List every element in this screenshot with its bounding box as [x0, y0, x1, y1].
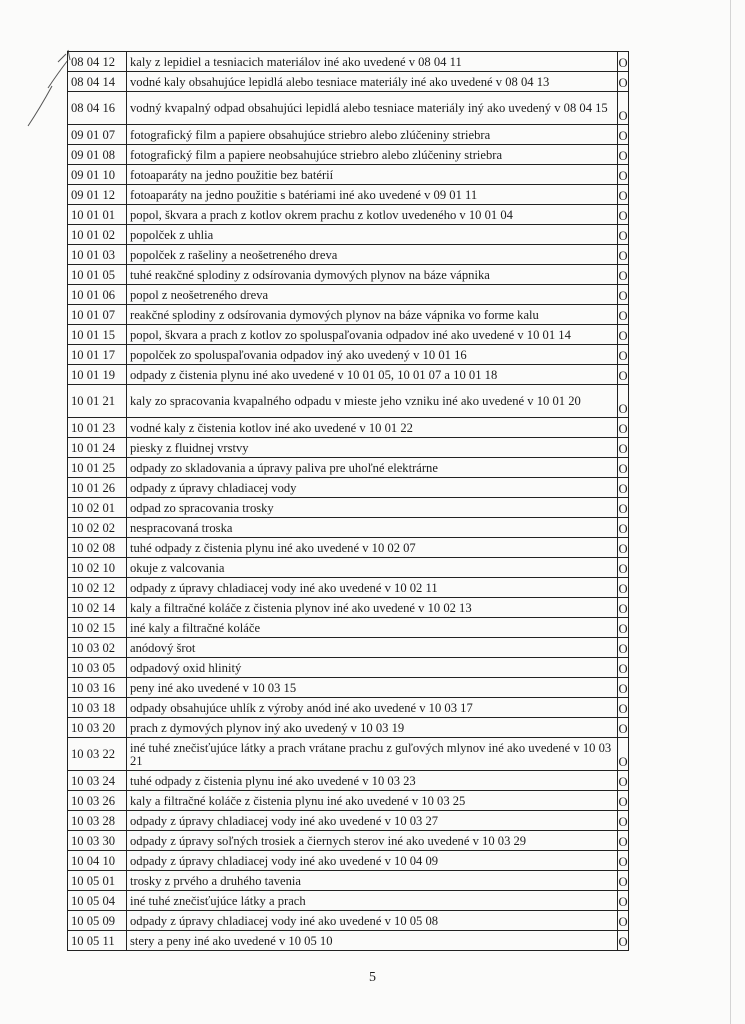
- table-row: [68, 245, 629, 265]
- waste-category-cell: O: [618, 345, 629, 365]
- table-row: [68, 385, 629, 418]
- waste-description-cell: reakčné splodiny z odsírovania dymových plynov na báze vápnika vo forme kalu: [127, 305, 618, 325]
- waste-category-cell: O: [618, 811, 629, 831]
- waste-category-cell: O: [618, 831, 629, 851]
- table-row: [68, 478, 629, 498]
- waste-category-cell: O: [618, 205, 629, 225]
- waste-code-cell: 10 01 25: [68, 458, 127, 478]
- waste-code-cell: 09 01 12: [68, 185, 127, 205]
- waste-code-cell: 10 05 01: [68, 871, 127, 891]
- scan-page-edge: [730, 0, 731, 1024]
- table-row: [68, 771, 629, 791]
- waste-category-cell: O: [618, 911, 629, 931]
- waste-description-cell: popol z neošetreného dreva: [127, 285, 618, 305]
- waste-category-cell: O: [618, 165, 629, 185]
- waste-category-cell: O: [618, 145, 629, 165]
- waste-code-cell: 10 02 01: [68, 498, 127, 518]
- table-row: [68, 498, 629, 518]
- waste-code-cell: 08 04 16: [68, 92, 127, 125]
- table-row: [68, 871, 629, 891]
- waste-code-cell: 10 01 15: [68, 325, 127, 345]
- waste-code-cell: 10 01 23: [68, 418, 127, 438]
- waste-code-cell: 08 04 12: [68, 52, 127, 72]
- waste-description-cell: iné tuhé znečisťujúce látky a prach vrátane prachu z guľových mlynov iné ako uvedené v 10 03 21: [127, 738, 618, 771]
- waste-code-cell: 09 01 10: [68, 165, 127, 185]
- waste-description-cell: popolček z uhlia: [127, 225, 618, 245]
- waste-category-cell: O: [618, 125, 629, 145]
- waste-description-cell: iné tuhé znečisťujúce látky a prach: [127, 891, 618, 911]
- waste-description-cell: popolček z rašeliny a neošetreného dreva: [127, 245, 618, 265]
- waste-code-cell: 10 03 28: [68, 811, 127, 831]
- table-row: [68, 165, 629, 185]
- table-row: [68, 791, 629, 811]
- waste-category-cell: O: [618, 245, 629, 265]
- waste-category-cell: O: [618, 598, 629, 618]
- waste-category-cell: O: [618, 225, 629, 245]
- waste-code-cell: 10 05 11: [68, 931, 127, 951]
- waste-category-cell: O: [618, 285, 629, 305]
- waste-code-cell: 10 01 21: [68, 385, 127, 418]
- table-row: [68, 831, 629, 851]
- waste-category-cell: O: [618, 718, 629, 738]
- table-row: [68, 718, 629, 738]
- waste-category-cell: O: [618, 265, 629, 285]
- table-row: [68, 345, 629, 365]
- waste-category-cell: O: [618, 791, 629, 811]
- table-row: [68, 851, 629, 871]
- waste-code-cell: 10 02 15: [68, 618, 127, 638]
- table-row: [68, 931, 629, 951]
- waste-category-cell: O: [618, 578, 629, 598]
- waste-code-cell: 10 03 30: [68, 831, 127, 851]
- waste-code-cell: 09 01 07: [68, 125, 127, 145]
- waste-category-cell: O: [618, 72, 629, 92]
- waste-description-cell: odpady z úpravy chladiacej vody iné ako uvedené v 10 03 27: [127, 811, 618, 831]
- waste-code-cell: 10 05 09: [68, 911, 127, 931]
- waste-category-cell: O: [618, 305, 629, 325]
- waste-description-cell: peny iné ako uvedené v 10 03 15: [127, 678, 618, 698]
- waste-category-cell: O: [618, 498, 629, 518]
- waste-code-cell: 10 01 24: [68, 438, 127, 458]
- waste-code-cell: 09 01 08: [68, 145, 127, 165]
- waste-description-cell: okuje z valcovania: [127, 558, 618, 578]
- waste-description-cell: kaly a filtračné koláče z čistenia plynu iné ako uvedené v 10 03 25: [127, 791, 618, 811]
- waste-code-cell: 10 05 04: [68, 891, 127, 911]
- waste-code-cell: 10 01 01: [68, 205, 127, 225]
- table-row: [68, 205, 629, 225]
- waste-code-cell: 10 01 17: [68, 345, 127, 365]
- waste-description-cell: tuhé odpady z čistenia plynu iné ako uvedené v 10 03 23: [127, 771, 618, 791]
- waste-description-cell: popol, škvara a prach z kotlov okrem prachu z kotlov uvedeného v 10 01 04: [127, 205, 618, 225]
- table-row: [68, 225, 629, 245]
- table-row: [68, 578, 629, 598]
- waste-category-cell: O: [618, 52, 629, 72]
- waste-description-cell: fotografický film a papiere neobsahujúce striebro alebo zlúčeniny striebra: [127, 145, 618, 165]
- waste-description-cell: fotoaparáty na jedno použitie bez batérií: [127, 165, 618, 185]
- waste-code-cell: 10 03 22: [68, 738, 127, 771]
- waste-code-cell: 10 03 26: [68, 791, 127, 811]
- table-row: [68, 72, 629, 92]
- waste-description-cell: tuhé odpady z čistenia plynu iné ako uvedené v 10 02 07: [127, 538, 618, 558]
- table-row: [68, 285, 629, 305]
- table-row: [68, 518, 629, 538]
- waste-description-cell: stery a peny iné ako uvedené v 10 05 10: [127, 931, 618, 951]
- table-row: [68, 92, 629, 125]
- table-row: [68, 305, 629, 325]
- waste-code-cell: 10 01 06: [68, 285, 127, 305]
- waste-category-cell: O: [618, 458, 629, 478]
- waste-category-cell: O: [618, 418, 629, 438]
- table-row: [68, 698, 629, 718]
- waste-description-cell: anódový šrot: [127, 638, 618, 658]
- waste-description-cell: fotografický film a papiere obsahujúce striebro alebo zlúčeniny striebra: [127, 125, 618, 145]
- table-row: [68, 911, 629, 931]
- waste-description-cell: trosky z prvého a druhého tavenia: [127, 871, 618, 891]
- waste-code-cell: 10 04 10: [68, 851, 127, 871]
- waste-category-cell: O: [618, 185, 629, 205]
- waste-description-cell: odpady z úpravy chladiacej vody iné ako uvedené v 10 05 08: [127, 911, 618, 931]
- waste-category-cell: O: [618, 891, 629, 911]
- table-row: [68, 185, 629, 205]
- waste-category-cell: O: [618, 698, 629, 718]
- table-row: [68, 538, 629, 558]
- waste-category-cell: O: [618, 438, 629, 458]
- waste-category-cell: O: [618, 92, 629, 125]
- waste-code-cell: 10 03 05: [68, 658, 127, 678]
- waste-code-cell: 10 03 18: [68, 698, 127, 718]
- waste-category-cell: O: [618, 871, 629, 891]
- table-row: [68, 891, 629, 911]
- waste-description-cell: odpady zo skladovania a úpravy paliva pre uhoľné elektrárne: [127, 458, 618, 478]
- waste-category-cell: O: [618, 618, 629, 638]
- waste-description-cell: odpady z úpravy chladiacej vody iné ako uvedené v 10 04 09: [127, 851, 618, 871]
- waste-description-cell: odpady z úpravy chladiacej vody: [127, 478, 618, 498]
- table-row: [68, 678, 629, 698]
- waste-description-cell: vodné kaly z čistenia kotlov iné ako uvedené v 10 01 22: [127, 418, 618, 438]
- table-row: [68, 658, 629, 678]
- waste-description-cell: vodný kvapalný odpad obsahujúci lepidlá alebo tesniace materiály iný ako uvedený v 08 04 15: [127, 92, 618, 125]
- waste-description-cell: prach z dymových plynov iný ako uvedený v 10 03 19: [127, 718, 618, 738]
- waste-description-cell: kaly z lepidiel a tesniacich materiálov iné ako uvedené v 08 04 11: [127, 52, 618, 72]
- waste-description-cell: iné kaly a filtračné koláče: [127, 618, 618, 638]
- waste-code-cell: 10 01 19: [68, 365, 127, 385]
- waste-description-cell: odpady obsahujúce uhlík z výroby anód iné ako uvedené v 10 03 17: [127, 698, 618, 718]
- waste-code-cell: 10 01 26: [68, 478, 127, 498]
- page-number: 5: [369, 970, 376, 985]
- waste-category-cell: O: [618, 558, 629, 578]
- waste-category-cell: O: [618, 658, 629, 678]
- table-row: [68, 265, 629, 285]
- waste-code-cell: 10 03 20: [68, 718, 127, 738]
- table-row: [68, 52, 629, 72]
- waste-catalogue-table: [67, 51, 629, 951]
- table-row: [68, 145, 629, 165]
- table-row: [68, 638, 629, 658]
- waste-category-cell: O: [618, 678, 629, 698]
- waste-category-cell: O: [618, 385, 629, 418]
- waste-description-cell: tuhé reakčné splodiny z odsírovania dymových plynov na báze vápnika: [127, 265, 618, 285]
- waste-code-cell: 10 02 02: [68, 518, 127, 538]
- waste-code-cell: 10 01 07: [68, 305, 127, 325]
- waste-category-cell: O: [618, 638, 629, 658]
- waste-description-cell: fotoaparáty na jedno použitie s batériami iné ako uvedené v 09 01 11: [127, 185, 618, 205]
- waste-category-cell: O: [618, 538, 629, 558]
- waste-code-cell: 10 02 08: [68, 538, 127, 558]
- waste-category-cell: O: [618, 931, 629, 951]
- waste-description-cell: odpady z úpravy chladiacej vody iné ako uvedené v 10 02 11: [127, 578, 618, 598]
- waste-description-cell: popol, škvara a prach z kotlov zo spoluspaľovania odpadov iné ako uvedené v 10 01 14: [127, 325, 618, 345]
- table-row: [68, 598, 629, 618]
- waste-description-cell: popolček zo spoluspaľovania odpadov iný ako uvedený v 10 01 16: [127, 345, 618, 365]
- table-row: [68, 618, 629, 638]
- waste-description-cell: odpadový oxid hlinitý: [127, 658, 618, 678]
- waste-code-cell: 10 01 03: [68, 245, 127, 265]
- waste-category-cell: O: [618, 518, 629, 538]
- waste-description-cell: odpad zo spracovania trosky: [127, 498, 618, 518]
- waste-code-cell: 10 02 10: [68, 558, 127, 578]
- waste-description-cell: odpady z čistenia plynu iné ako uvedené v 10 01 05, 10 01 07 a 10 01 18: [127, 365, 618, 385]
- table-row: [68, 458, 629, 478]
- waste-category-cell: O: [618, 365, 629, 385]
- waste-code-cell: 10 03 24: [68, 771, 127, 791]
- waste-description-cell: odpady z úpravy soľných trosiek a čiernych sterov iné ako uvedené v 10 03 29: [127, 831, 618, 851]
- table-row: [68, 438, 629, 458]
- waste-description-cell: piesky z fluidnej vrstvy: [127, 438, 618, 458]
- waste-description-cell: vodné kaly obsahujúce lepidlá alebo tesniace materiály iné ako uvedené v 08 04 13: [127, 72, 618, 92]
- waste-code-cell: 08 04 14: [68, 72, 127, 92]
- table-row: [68, 325, 629, 345]
- waste-category-cell: O: [618, 771, 629, 791]
- waste-category-cell: O: [618, 478, 629, 498]
- waste-description-cell: kaly a filtračné koláče z čistenia plynov iné ako uvedené v 10 02 13: [127, 598, 618, 618]
- table-row: [68, 125, 629, 145]
- waste-category-cell: O: [618, 738, 629, 771]
- waste-code-cell: 10 03 02: [68, 638, 127, 658]
- waste-code-cell: 10 01 05: [68, 265, 127, 285]
- waste-description-cell: nespracovaná troska: [127, 518, 618, 538]
- table-row: [68, 811, 629, 831]
- waste-code-cell: 10 02 14: [68, 598, 127, 618]
- waste-description-cell: kaly zo spracovania kvapalného odpadu v mieste jeho vzniku iné ako uvedené v 10 01 20: [127, 385, 618, 418]
- waste-code-cell: 10 03 16: [68, 678, 127, 698]
- waste-code-cell: 10 01 02: [68, 225, 127, 245]
- waste-code-cell: 10 02 12: [68, 578, 127, 598]
- table-row: [68, 738, 629, 771]
- table-row: [68, 558, 629, 578]
- waste-category-cell: O: [618, 325, 629, 345]
- table-row: [68, 365, 629, 385]
- waste-category-cell: O: [618, 851, 629, 871]
- table-row: [68, 418, 629, 438]
